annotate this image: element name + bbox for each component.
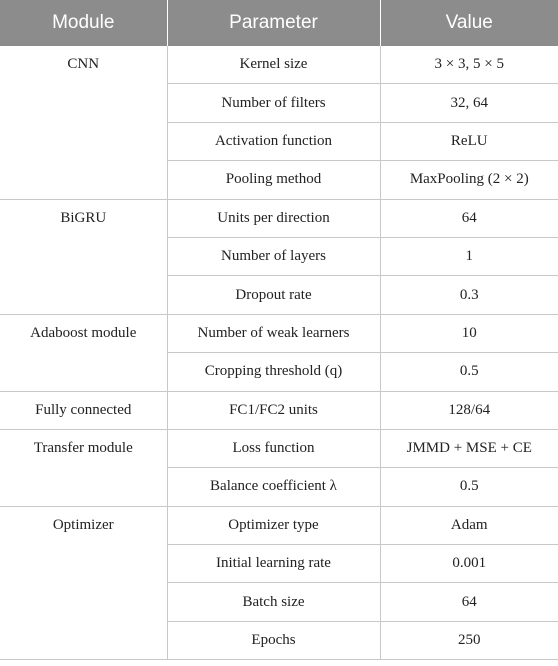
parameter-cell: Loss function (167, 429, 380, 467)
parameter-cell: Number of filters (167, 84, 380, 122)
header-parameter: Parameter (167, 0, 380, 46)
parameter-cell: Activation function (167, 122, 380, 160)
parameter-cell: Units per direction (167, 199, 380, 237)
parameter-cell: Pooling method (167, 161, 380, 199)
parameter-cell: Batch size (167, 583, 380, 621)
module-cell: BiGRU (0, 199, 167, 314)
parameter-cell: Balance coefficient λ (167, 468, 380, 506)
header-row (0, 0, 558, 46)
parameter-cell: Number of weak learners (167, 314, 380, 352)
module-cell: Fully connected (0, 391, 167, 429)
parameter-cell: Epochs (167, 621, 380, 659)
value-cell: 64 (380, 199, 558, 237)
parameter-cell: Number of layers (167, 237, 380, 275)
value-cell: MaxPooling (2 × 2) (380, 161, 558, 199)
table-row (0, 199, 558, 237)
value-cell: JMMD + MSE + CE (380, 429, 558, 467)
value-cell: 250 (380, 621, 558, 659)
value-cell: 64 (380, 583, 558, 621)
module-cell: CNN (0, 46, 167, 199)
header-module: Module (0, 0, 167, 46)
parameter-cell: Initial learning rate (167, 545, 380, 583)
table-row (0, 429, 558, 467)
value-cell: 3 × 3, 5 × 5 (380, 46, 558, 84)
table-row (0, 46, 558, 84)
value-cell: 0.5 (380, 353, 558, 391)
module-cell: Optimizer (0, 506, 167, 660)
table-row (0, 391, 558, 429)
table-row (0, 314, 558, 352)
parameter-cell: Cropping threshold (q) (167, 353, 380, 391)
value-cell: 0.5 (380, 468, 558, 506)
table-body (0, 46, 558, 660)
value-cell: 0.001 (380, 545, 558, 583)
parameter-cell: Dropout rate (167, 276, 380, 314)
value-cell: ReLU (380, 122, 558, 160)
parameter-cell: FC1/FC2 units (167, 391, 380, 429)
value-cell: 10 (380, 314, 558, 352)
module-cell: Transfer module (0, 429, 167, 506)
value-cell: 128/64 (380, 391, 558, 429)
parameter-cell: Optimizer type (167, 506, 380, 544)
table-header (0, 0, 558, 46)
value-cell: 1 (380, 237, 558, 275)
value-cell: 0.3 (380, 276, 558, 314)
header-value: Value (380, 0, 558, 46)
value-cell: Adam (380, 506, 558, 544)
value-cell: 32, 64 (380, 84, 558, 122)
module-cell: Adaboost module (0, 314, 167, 391)
parameter-cell: Kernel size (167, 46, 380, 84)
table-row (0, 506, 558, 544)
